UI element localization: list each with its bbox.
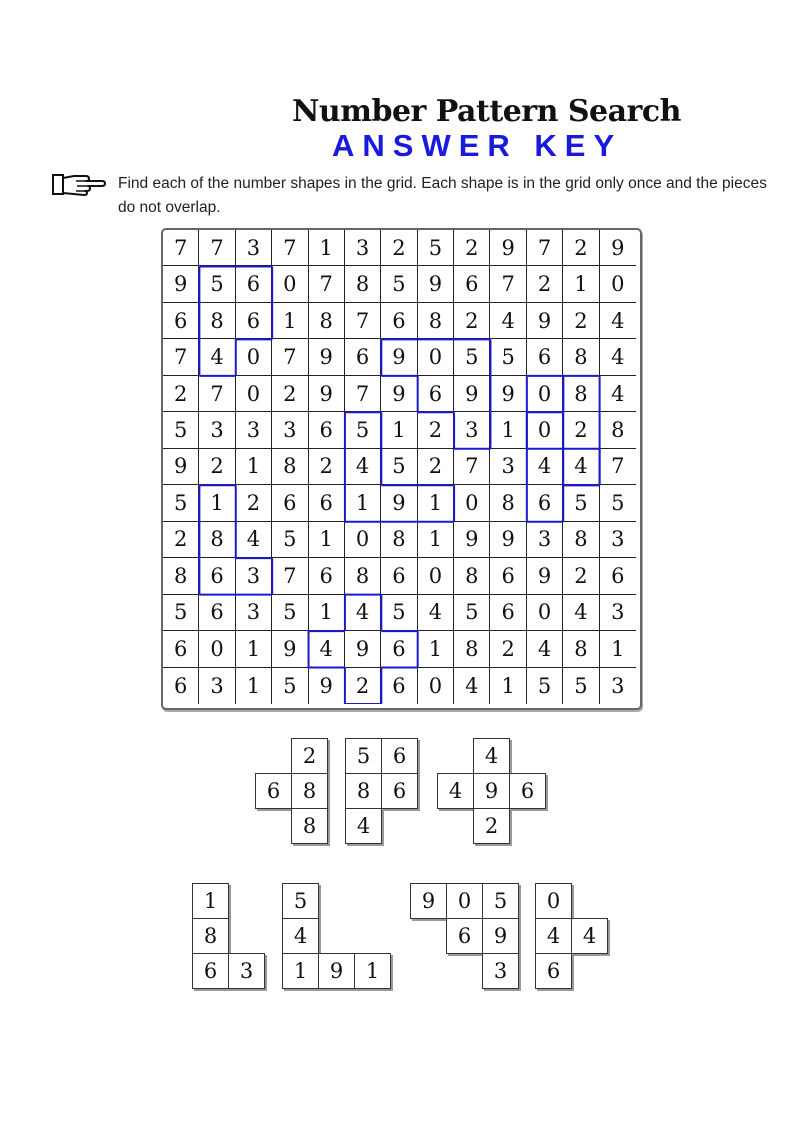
- grid-cell: 3: [236, 558, 272, 594]
- piece-cell: 4: [437, 773, 474, 809]
- grid-cell: 6: [418, 376, 454, 412]
- grid-cell: 5: [418, 230, 454, 266]
- piece-cell: 9: [318, 953, 355, 989]
- grid-cell: 3: [272, 412, 308, 448]
- grid-cell: 2: [490, 631, 526, 667]
- grid-cell: 9: [381, 485, 417, 521]
- grid-cell: 2: [563, 230, 599, 266]
- piece-cell: 0: [446, 883, 483, 919]
- grid-cell: 8: [199, 522, 235, 558]
- piece-cell: 8: [345, 773, 382, 809]
- grid-cell: 0: [527, 376, 563, 412]
- grid-cell: 4: [309, 631, 345, 667]
- grid-cell: 5: [345, 412, 381, 448]
- piece-cell: 5: [345, 738, 382, 774]
- grid-cell: 2: [236, 485, 272, 521]
- grid-cell: 2: [272, 376, 308, 412]
- grid-cell: 0: [236, 376, 272, 412]
- piece-cell: 8: [192, 918, 229, 954]
- grid-cell: 1: [418, 631, 454, 667]
- grid-cell: 8: [418, 303, 454, 339]
- grid-cell: 6: [309, 558, 345, 594]
- page-title: Number Pattern Search: [292, 94, 681, 129]
- grid-cell: 5: [563, 485, 599, 521]
- piece-cell: 6: [381, 738, 418, 774]
- piece-cell: 2: [291, 738, 328, 774]
- piece-cell: 8: [291, 773, 328, 809]
- answer-key-subtitle: ANSWER KEY: [332, 128, 623, 163]
- grid-cell: 2: [527, 266, 563, 302]
- grid-cell: 5: [163, 485, 199, 521]
- piece-cell: 3: [482, 953, 519, 989]
- grid-cell: 1: [490, 412, 526, 448]
- grid-cell: 0: [454, 485, 490, 521]
- piece-cell: 4: [571, 918, 608, 954]
- grid-cell: 8: [563, 522, 599, 558]
- grid-cell: 5: [163, 412, 199, 448]
- grid-cell: 7: [309, 266, 345, 302]
- grid-cell: 4: [199, 339, 235, 375]
- pointing-hand-icon: [52, 172, 106, 196]
- grid-cell: 9: [163, 266, 199, 302]
- number-grid: [163, 230, 636, 704]
- grid-cell: 8: [563, 631, 599, 667]
- grid-cell: 6: [163, 668, 199, 704]
- grid-cell: 8: [309, 303, 345, 339]
- piece-cell: 1: [282, 953, 319, 989]
- grid-cell: 9: [490, 230, 526, 266]
- piece-cell: 1: [354, 953, 391, 989]
- grid-cell: 2: [563, 303, 599, 339]
- grid-cell: 8: [345, 558, 381, 594]
- grid-cell: 0: [345, 522, 381, 558]
- grid-cell: 6: [490, 558, 526, 594]
- grid-cell: 4: [345, 449, 381, 485]
- grid-cell: 0: [418, 668, 454, 704]
- grid-cell: 9: [163, 449, 199, 485]
- grid-cell: 7: [272, 230, 308, 266]
- grid-cell: 9: [600, 230, 636, 266]
- grid-cell: 3: [490, 449, 526, 485]
- grid-cell: 7: [345, 376, 381, 412]
- grid-cell: 2: [381, 230, 417, 266]
- piece-cell: 4: [535, 918, 572, 954]
- grid-cell: 6: [600, 558, 636, 594]
- grid-cell: 7: [490, 266, 526, 302]
- piece-cell: 8: [291, 808, 328, 844]
- grid-cell: 2: [309, 449, 345, 485]
- grid-cell: 2: [163, 522, 199, 558]
- grid-cell: 8: [381, 522, 417, 558]
- grid-cell: 7: [272, 339, 308, 375]
- grid-cell: 1: [272, 303, 308, 339]
- grid-cell: 6: [199, 595, 235, 631]
- grid-cell: 5: [272, 522, 308, 558]
- piece-cell: 3: [228, 953, 265, 989]
- grid-cell: 9: [418, 266, 454, 302]
- piece-cell: 0: [535, 883, 572, 919]
- piece-cell: 6: [509, 773, 546, 809]
- grid-cell: 9: [454, 522, 490, 558]
- grid-cell: 0: [527, 412, 563, 448]
- grid-cell: 4: [236, 522, 272, 558]
- grid-cell: 6: [199, 558, 235, 594]
- grid-cell: 7: [454, 449, 490, 485]
- grid-cell: 1: [236, 668, 272, 704]
- grid-cell: 6: [381, 303, 417, 339]
- grid-cell: 8: [454, 631, 490, 667]
- grid-cell: 6: [309, 412, 345, 448]
- piece-cell: 4: [473, 738, 510, 774]
- piece-cell: 9: [482, 918, 519, 954]
- grid-cell: 9: [527, 558, 563, 594]
- grid-cell: 1: [309, 522, 345, 558]
- grid-cell: 1: [418, 485, 454, 521]
- grid-cell: 5: [272, 595, 308, 631]
- grid-cell: 5: [563, 668, 599, 704]
- grid-cell: 6: [381, 668, 417, 704]
- grid-cell: 7: [163, 230, 199, 266]
- grid-cell: 2: [345, 668, 381, 704]
- grid-cell: 7: [199, 376, 235, 412]
- grid-cell: 6: [236, 266, 272, 302]
- piece-cell: 6: [446, 918, 483, 954]
- grid-cell: 0: [418, 339, 454, 375]
- piece-cell: 6: [255, 773, 292, 809]
- grid-cell: 6: [272, 485, 308, 521]
- piece-cell: 4: [282, 918, 319, 954]
- grid-cell: 7: [272, 558, 308, 594]
- grid-cell: 2: [418, 412, 454, 448]
- grid-cell: 4: [454, 668, 490, 704]
- grid-cell: 1: [490, 668, 526, 704]
- grid-cell: 3: [600, 595, 636, 631]
- grid-cell: 1: [236, 631, 272, 667]
- grid-cell: 8: [563, 339, 599, 375]
- grid-cell: 6: [527, 339, 563, 375]
- grid-cell: 4: [563, 595, 599, 631]
- grid-cell: 9: [454, 376, 490, 412]
- grid-cell: 6: [381, 558, 417, 594]
- piece-cell: 1: [192, 883, 229, 919]
- grid-cell: 6: [345, 339, 381, 375]
- piece-cell: 9: [473, 773, 510, 809]
- grid-cell: 0: [600, 266, 636, 302]
- grid-cell: 3: [236, 595, 272, 631]
- grid-cell: 8: [163, 558, 199, 594]
- grid-cell: 3: [199, 668, 235, 704]
- grid-cell: 9: [490, 376, 526, 412]
- grid-cell: 0: [236, 339, 272, 375]
- grid-cell: 6: [454, 266, 490, 302]
- grid-cell: 6: [490, 595, 526, 631]
- grid-cell: 8: [199, 303, 235, 339]
- piece-cell: 6: [192, 953, 229, 989]
- grid-cell: 0: [418, 558, 454, 594]
- grid-cell: 5: [454, 595, 490, 631]
- piece-cell: 6: [381, 773, 418, 809]
- grid-cell: 9: [309, 376, 345, 412]
- grid-cell: 9: [309, 339, 345, 375]
- grid-cell: 4: [527, 631, 563, 667]
- grid-cell: 7: [163, 339, 199, 375]
- grid-cell: 3: [611, 673, 625, 698]
- grid-cell: 6: [163, 303, 199, 339]
- grid-cell: 4: [490, 303, 526, 339]
- grid-cell: 3: [236, 230, 272, 266]
- grid-cell: 4: [418, 595, 454, 631]
- grid-cell: 9: [381, 376, 417, 412]
- grid-cell: 0: [527, 595, 563, 631]
- grid-cell: 2: [199, 449, 235, 485]
- piece-cell: 2: [473, 808, 510, 844]
- grid-cell: 4: [600, 339, 636, 375]
- piece-cell: 9: [410, 883, 447, 919]
- grid-cell: 5: [454, 339, 490, 375]
- grid-cell: 5: [381, 449, 417, 485]
- grid-cell: 5: [163, 595, 199, 631]
- grid-cell: 1: [345, 485, 381, 521]
- grid-cell: 3: [236, 412, 272, 448]
- grid-cell: 3: [454, 412, 490, 448]
- grid-cell: 5: [381, 595, 417, 631]
- grid-cell: 6: [527, 485, 563, 521]
- grid-cell: 8: [490, 485, 526, 521]
- grid-cell: 4: [600, 376, 636, 412]
- grid-cell: 8: [600, 412, 636, 448]
- grid-cell: 7: [199, 230, 235, 266]
- grid-cell: 1: [236, 449, 272, 485]
- grid-cell: 3: [345, 230, 381, 266]
- grid-cell: 9: [381, 339, 417, 375]
- piece-cell: 4: [345, 808, 382, 844]
- piece-cell: 5: [482, 883, 519, 919]
- instructions-text: Find each of the number shapes in the grid. Each shape is in the grid only once and the pieces do not overlap.: [118, 175, 767, 216]
- grid-cell: 2: [454, 230, 490, 266]
- grid-cell: 1: [309, 595, 345, 631]
- grid-cell: 4: [600, 303, 636, 339]
- grid-cell: 1: [600, 631, 636, 667]
- piece-cell: 5: [282, 883, 319, 919]
- grid-cell: 1: [381, 412, 417, 448]
- grid-cell: 2: [163, 376, 199, 412]
- grid-cell: 8: [345, 266, 381, 302]
- grid-cell: 8: [454, 558, 490, 594]
- grid-cell: 4: [527, 449, 563, 485]
- grid-cell: 2: [454, 303, 490, 339]
- grid-cell: 3: [600, 522, 636, 558]
- grid-cell: 1: [309, 230, 345, 266]
- grid-cell: 5: [600, 485, 636, 521]
- grid-cell: 3: [527, 522, 563, 558]
- grid-cell: 2: [418, 449, 454, 485]
- grid-cell: 6: [163, 631, 199, 667]
- grid-cell: 4: [563, 449, 599, 485]
- grid-cell: 8: [272, 449, 308, 485]
- grid-cell: 6: [381, 631, 417, 667]
- grid-cell: 8: [563, 376, 599, 412]
- grid-cell: 2: [563, 412, 599, 448]
- grid-cell: 9: [272, 631, 308, 667]
- grid-cell: 0: [199, 631, 235, 667]
- grid-cell: 1: [418, 522, 454, 558]
- grid-cell: 4: [345, 595, 381, 631]
- grid-cell: 5: [381, 266, 417, 302]
- grid-cell: 6: [236, 303, 272, 339]
- grid-cell: 9: [490, 522, 526, 558]
- grid-cell: 9: [345, 631, 381, 667]
- grid-cell: 6: [309, 485, 345, 521]
- grid-cell: 7: [345, 303, 381, 339]
- grid-cell: 5: [272, 668, 308, 704]
- grid-cell: 7: [600, 449, 636, 485]
- grid-cell: 5: [527, 668, 563, 704]
- grid-cell: 5: [490, 339, 526, 375]
- piece-cell: 6: [535, 953, 572, 989]
- grid-cell: 7: [527, 230, 563, 266]
- grid-cell: 0: [272, 266, 308, 302]
- grid-cell: 9: [309, 668, 345, 704]
- grid-cell: 9: [527, 303, 563, 339]
- grid-cell: 2: [563, 558, 599, 594]
- grid-cell: 5: [199, 266, 235, 302]
- grid-cell: 1: [563, 266, 599, 302]
- grid-cell: 1: [199, 485, 235, 521]
- grid-cell: 3: [199, 412, 235, 448]
